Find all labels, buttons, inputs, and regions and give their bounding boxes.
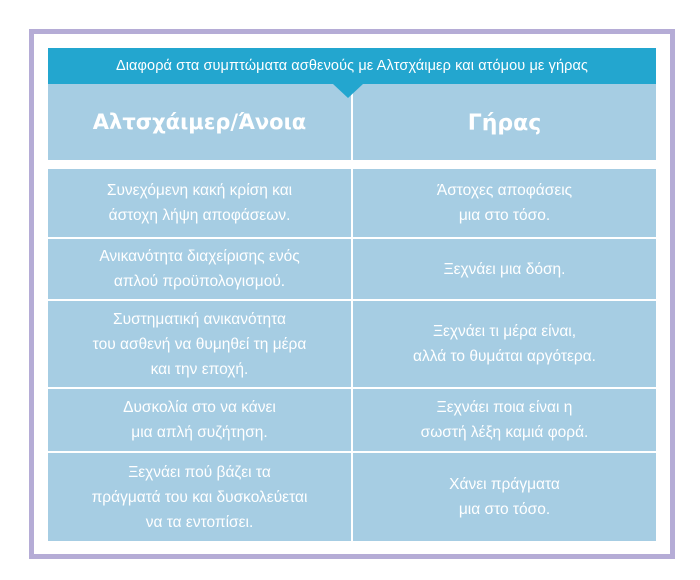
alzheimer-symptom-cell: Συνεχόμενη κακή κρίση και άστοχη λήψη αποφάσεων. — [48, 169, 353, 237]
banner-pointer-arrow — [333, 84, 363, 98]
comparison-table — [48, 169, 656, 541]
aging-symptom-cell: Χάνει πράγματα μια στο τόσο. — [449, 476, 560, 518]
column-header-aging: Γήρας — [467, 110, 542, 136]
aging-symptom-cell: Ξεχνάει τι μέρα είναι, αλλά το θυμάται αργότερα. — [413, 323, 596, 365]
table-row — [48, 301, 656, 389]
table-row — [48, 453, 656, 541]
title-banner — [48, 48, 656, 84]
column-header-alzheimer: Αλτσχάιμερ/Άνοια — [48, 84, 353, 160]
table-row — [48, 169, 656, 239]
aging-symptom-cell: Ξεχνάει ποια είναι η σωστή λέξη καμιά φορά. — [420, 399, 589, 441]
aging-symptom-cell: Ξεχνάει μια δόση. — [443, 260, 566, 278]
table-row — [48, 389, 656, 453]
alzheimer-symptom-cell: Ξεχνάει πού βάζει τα πράγματά του και δυσκολεύεται να τα εντοπίσει. — [48, 453, 353, 541]
table-row — [48, 239, 656, 301]
alzheimer-symptom-cell: Συστηματική ανικανότητα του ασθενή να θυμηθεί τη μέρα και την εποχή. — [48, 301, 353, 387]
alzheimer-symptom-cell: Δυσκολία στο να κάνει μια απλή συζήτηση. — [48, 389, 353, 451]
infographic-frame — [29, 29, 675, 559]
title-text: Διαφορά στα συμπτώματα ασθενούς με Αλτσχάιμερ και ατόμου με γήρας — [115, 58, 589, 74]
aging-symptom-cell: Άστοχες αποφάσεις μια στο τόσο. — [436, 182, 573, 224]
alzheimer-symptom-cell: Ανικανότητα διαχείρισης ενός απλού προϋπολογισμού. — [48, 239, 353, 299]
header-separator — [48, 160, 656, 169]
